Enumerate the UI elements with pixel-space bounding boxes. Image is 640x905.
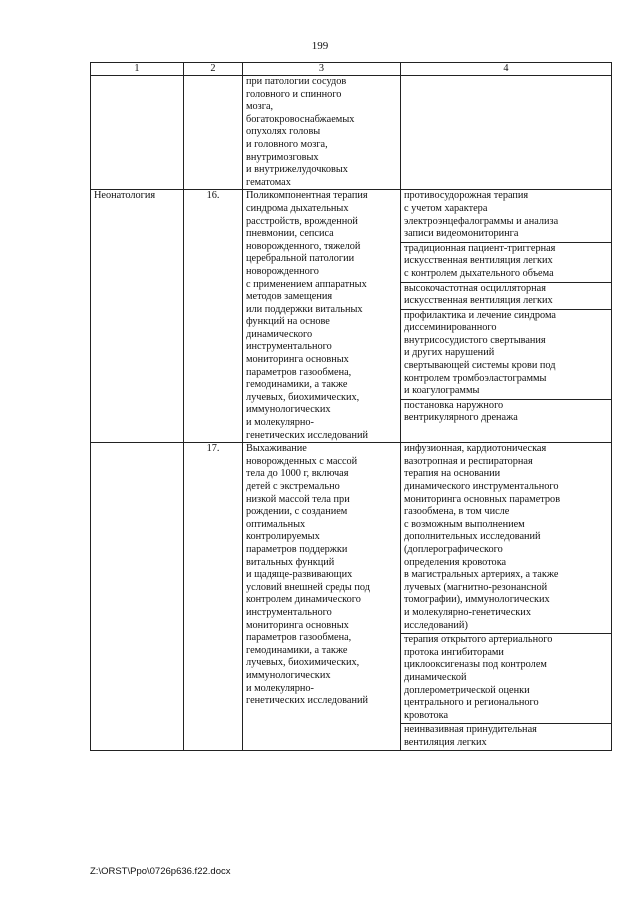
text-line: центрального и регионального (404, 697, 539, 709)
text-line: инструментального (246, 606, 332, 618)
text-line: и других нарушений (404, 347, 495, 359)
text-line: лучевых, биохимических, (246, 391, 360, 403)
text-line: вентиляция легких (404, 736, 487, 748)
text-line: иммунологических (246, 669, 331, 681)
text-line: параметров газообмена, (246, 632, 352, 644)
text-line: динамического (246, 328, 313, 340)
text-line: кровотока (404, 709, 449, 721)
text-line: вентрикулярного дренажа (404, 412, 518, 424)
text-line: при патологии сосудов (246, 76, 347, 87)
text-line: условий внешней среды под (246, 581, 370, 593)
text-line: и коагулограммы (404, 385, 480, 397)
column-header-3: 3 (243, 63, 401, 76)
text-line: доплерометрической оценки (404, 684, 530, 696)
text-line: определения кровотока (404, 556, 507, 568)
text-line: новорожденных с массой (246, 455, 358, 467)
text-line: динамического инструментального (404, 481, 559, 492)
text-line: лучевых, биохимических, (246, 657, 360, 669)
medical-care-table (90, 62, 612, 751)
text-line: и молекулярно- (246, 417, 314, 429)
method-item (401, 443, 611, 634)
text-line: лучевых (магнитно-резонансной (404, 581, 548, 593)
text-line: новорожденного, тяжелой (246, 240, 361, 252)
text-line: инфузионная, кардиотоническая (404, 443, 547, 455)
method-item (401, 724, 611, 750)
text-line: параметров поддержки (246, 543, 348, 555)
text-line: параметров газообмена, (246, 366, 352, 378)
text-line: функций на основе (246, 316, 330, 328)
text-line: вазотропная и респираторная (404, 455, 533, 467)
footer-file-path: Z:\ORST\Ppo\0726p636.f22.docx (90, 866, 231, 877)
column-header-2: 2 (184, 63, 243, 76)
text-line: оптимальных (246, 518, 306, 530)
text-line: генетических исследований (246, 695, 368, 707)
text-line: мониторинга основных параметров (404, 493, 561, 505)
text-line: контролируемых (246, 531, 320, 543)
text-line: тела до 1000 г, включая (246, 468, 349, 480)
text-line: искусственная вентиляция легких (404, 255, 553, 267)
text-line: динамической (404, 671, 467, 683)
text-line: томографии), иммунологических (404, 594, 550, 606)
text-line: циклооксигеназы под контролем (404, 659, 547, 671)
text-line: газообмена, в том числе (404, 506, 510, 518)
text-line: в магистральных артериях, а также (404, 569, 559, 581)
text-line: пневмонии, сепсиса (246, 228, 334, 240)
continuation-number-cell (184, 76, 243, 190)
continuation-methods-cell (401, 76, 612, 190)
care-description-cell (243, 443, 401, 751)
continuation-description-cell (243, 76, 401, 190)
section-cell-empty (91, 443, 184, 751)
table-header-row (91, 63, 612, 76)
text-line: и головного мозга, (246, 138, 328, 150)
text-line: детей с экстремально (246, 481, 340, 492)
text-line: противосудорожная терапия (404, 190, 529, 202)
continuation-section-cell (91, 76, 184, 190)
column-header-4: 4 (401, 63, 612, 76)
text-line: головного и спинного (246, 88, 342, 100)
table-row-17 (91, 443, 612, 751)
text-line: свертывающей системы крови под (404, 360, 556, 372)
text-line: профилактика и лечение синдрома (404, 309, 556, 321)
method-item (401, 634, 611, 724)
text-line: и молекулярно-генетических (404, 606, 531, 618)
text-line: опухолях головы (246, 126, 321, 138)
care-description-cell (243, 190, 401, 443)
text-line: протока ингибиторами (404, 646, 504, 658)
text-line: электроэнцефалограммы и анализа (404, 215, 559, 227)
text-line: и внутрижелудочковых (246, 164, 348, 176)
text-line: рождении, с созданием (246, 506, 348, 518)
text-line: мониторинга основных (246, 354, 349, 366)
method-item (401, 400, 611, 426)
text-line: богатокровоснабжаемых (246, 113, 355, 125)
text-line: терапия на основании (404, 468, 501, 480)
text-line: церебральной патологии (246, 253, 355, 265)
text-line: с возможным выполнением (404, 518, 525, 530)
text-line: новорожденного (246, 265, 319, 277)
text-line: с учетом характера (404, 202, 488, 214)
method-item (401, 190, 611, 242)
text-line: иммунологических (246, 404, 331, 416)
page-number: 199 (311, 40, 329, 52)
text-line: витальных функций (246, 556, 335, 568)
text-line: мониторинга основных (246, 619, 349, 631)
text-line: контролем динамического (246, 594, 361, 606)
treatment-methods-cell (401, 443, 612, 751)
text-line: контролем тромбоэластограммы (404, 372, 547, 384)
continuation-row (91, 76, 612, 190)
text-line: внутрисосудистого свертывания (404, 334, 546, 346)
text-line: методов замещения (246, 291, 333, 303)
text-line: низкой массой тела при (246, 493, 350, 505)
treatment-methods-cell (401, 190, 612, 443)
text-line: искусственная вентиляция легких (404, 295, 553, 307)
text-line: и молекулярно- (246, 682, 314, 694)
text-line: Выхаживание (246, 443, 307, 455)
text-line: синдрома дыхательных (246, 202, 349, 214)
text-line: традиционная пациент-триггерная (404, 242, 556, 254)
text-line: Поликомпонентная терапия (246, 190, 368, 202)
text-line: с применением аппаратных (246, 278, 367, 290)
text-line: генетических исследований (246, 429, 368, 441)
text-line: неинвазивная принудительная (404, 724, 537, 736)
row-number: 16. (184, 190, 243, 443)
text-line: мозга, (246, 101, 274, 113)
text-line: или поддержки витальных (246, 303, 363, 315)
text-line: гемодинамики, а также (246, 644, 348, 656)
text-line: (доплерографического (404, 543, 503, 555)
row-number: 17. (184, 443, 243, 751)
text-line: записи видеомониторинга (404, 228, 519, 240)
text-line: гемодинамики, а также (246, 379, 348, 391)
text-line: и щадяще-развивающих (246, 569, 353, 581)
text-line: терапия открытого артериального (404, 634, 553, 646)
table-row-16 (91, 190, 612, 443)
text-line: инструментального (246, 341, 332, 353)
text-line: диссеминированного (404, 322, 497, 334)
text-line: с контролем дыхательного объема (404, 267, 554, 279)
text-line: внутримозговых (246, 151, 319, 163)
section-name: Неонатология (91, 190, 184, 443)
method-item (401, 283, 611, 310)
method-item (401, 243, 611, 283)
text-line: расстройств, врожденной (246, 215, 358, 227)
text-line: постановка наружного (404, 399, 504, 411)
text-line: исследований) (404, 619, 468, 631)
column-header-1: 1 (91, 63, 184, 76)
text-line: дополнительных исследований (404, 531, 541, 543)
method-item (401, 310, 611, 400)
text-line: гематомах (246, 176, 291, 188)
text-line: высокочастотная осцилляторная (404, 282, 546, 294)
